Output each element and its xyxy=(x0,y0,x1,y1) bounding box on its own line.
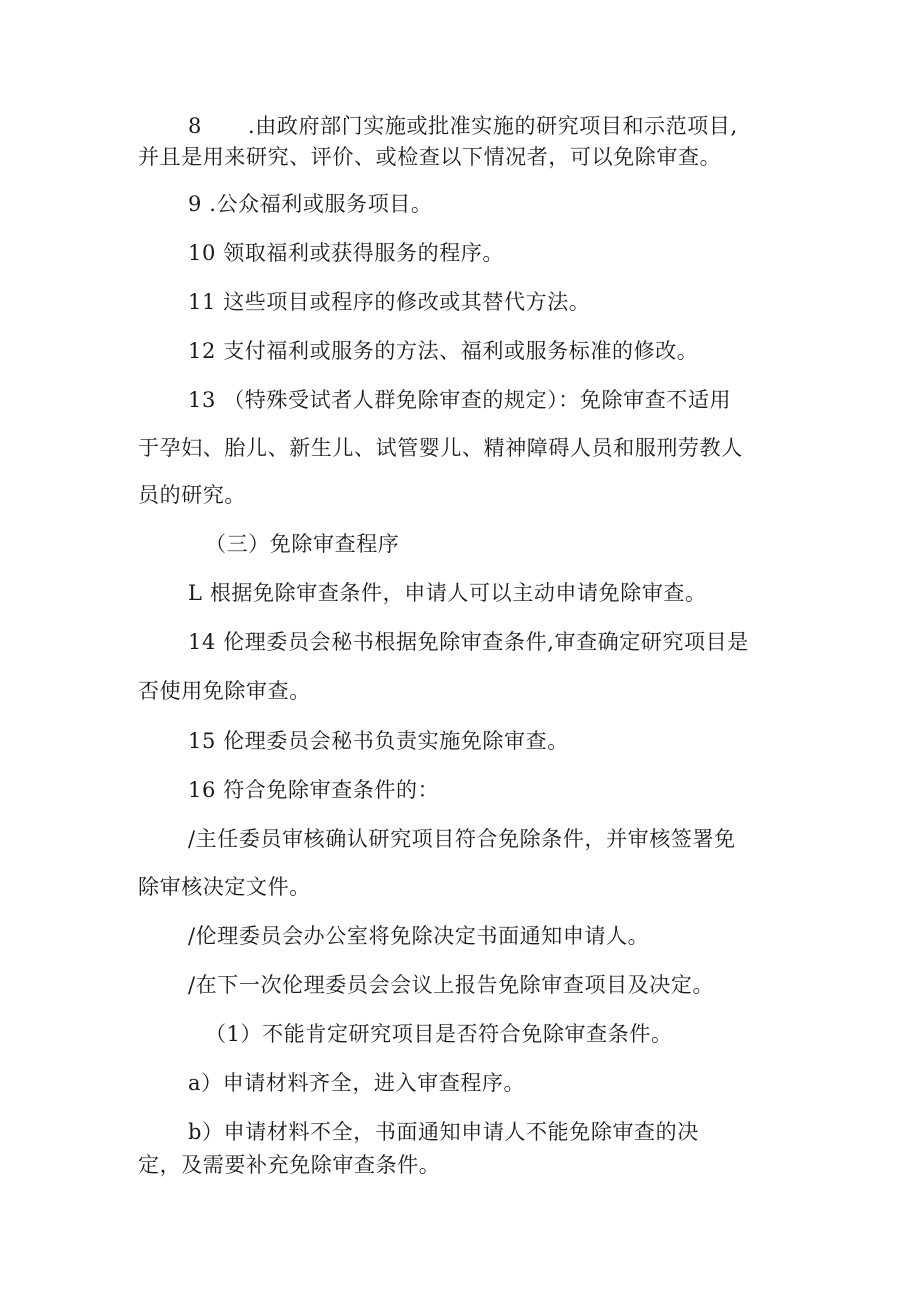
sub-item-3: /在下一次伦理委员会会议上报告免除审查项目及决定。 xyxy=(188,973,715,997)
section-heading: （三）免除审查程序 xyxy=(205,532,400,556)
paragraph-16: 16 符合免除审查条件的： xyxy=(188,778,440,802)
paragraph-9: 9 .公众福利或服务项目。 xyxy=(188,192,433,216)
paragraph-text: .由政府部门实施或批准实施的研究项目和示范项目, xyxy=(248,114,738,138)
sub-item-1-line-2: 除审核决定文件。 xyxy=(138,875,311,899)
paragraph-11: 11 这些项目或程序的修改或其替代方法。 xyxy=(188,290,591,314)
paragraph-8-line-2: 并且是用来研究、评价、或检查以下情况者，可以免除审查。 xyxy=(138,145,722,169)
paragraph-15: 15 伦理委员会秘书负责实施免除审查。 xyxy=(188,729,569,753)
paragraph-8-line-1 xyxy=(188,112,738,140)
item-number: 8 xyxy=(188,114,202,138)
paragraph-14-line-1: 14 伦理委员会秘书根据免除审查条件,审查确定研究项目是 xyxy=(188,630,749,654)
paragraph-13-line-3: 员的研究。 xyxy=(138,483,246,507)
paragraph-L: L 根据免除审查条件，申请人可以主动申请免除审查。 xyxy=(188,581,707,605)
paragraph-14-line-2: 否使用免除审查。 xyxy=(138,679,311,703)
condition-b-line-2: 定，及需要补充免除审查条件。 xyxy=(138,1153,441,1177)
condition-1: （1）不能肯定研究项目是否符合免除审查条件。 xyxy=(205,1022,673,1046)
paragraph-10: 10 领取福利或获得服务的程序。 xyxy=(188,241,504,265)
sub-item-2: /伦理委员会办公室将免除决定书面通知申请人。 xyxy=(188,924,650,948)
paragraph-12: 12 支付福利或服务的方法、福利或服务标准的修改。 xyxy=(188,339,699,363)
sub-item-1-line-1: /主任委员审核确认研究项目符合免除条件，并审核签署免 xyxy=(188,827,736,851)
paragraph-13-line-2: 于孕妇、胎儿、新生儿、试管婴儿、精神障碍人员和服刑劳教人 xyxy=(138,436,743,460)
condition-a: a）申请材料齐全，进入审查程序。 xyxy=(188,1071,526,1095)
condition-b-line-1: b）申请材料不全，书面通知申请人不能免除审查的决 xyxy=(188,1120,699,1144)
paragraph-13-line-1: 13 （特殊受试者人群免除审查的规定）：免除审查不适用 xyxy=(188,388,732,412)
